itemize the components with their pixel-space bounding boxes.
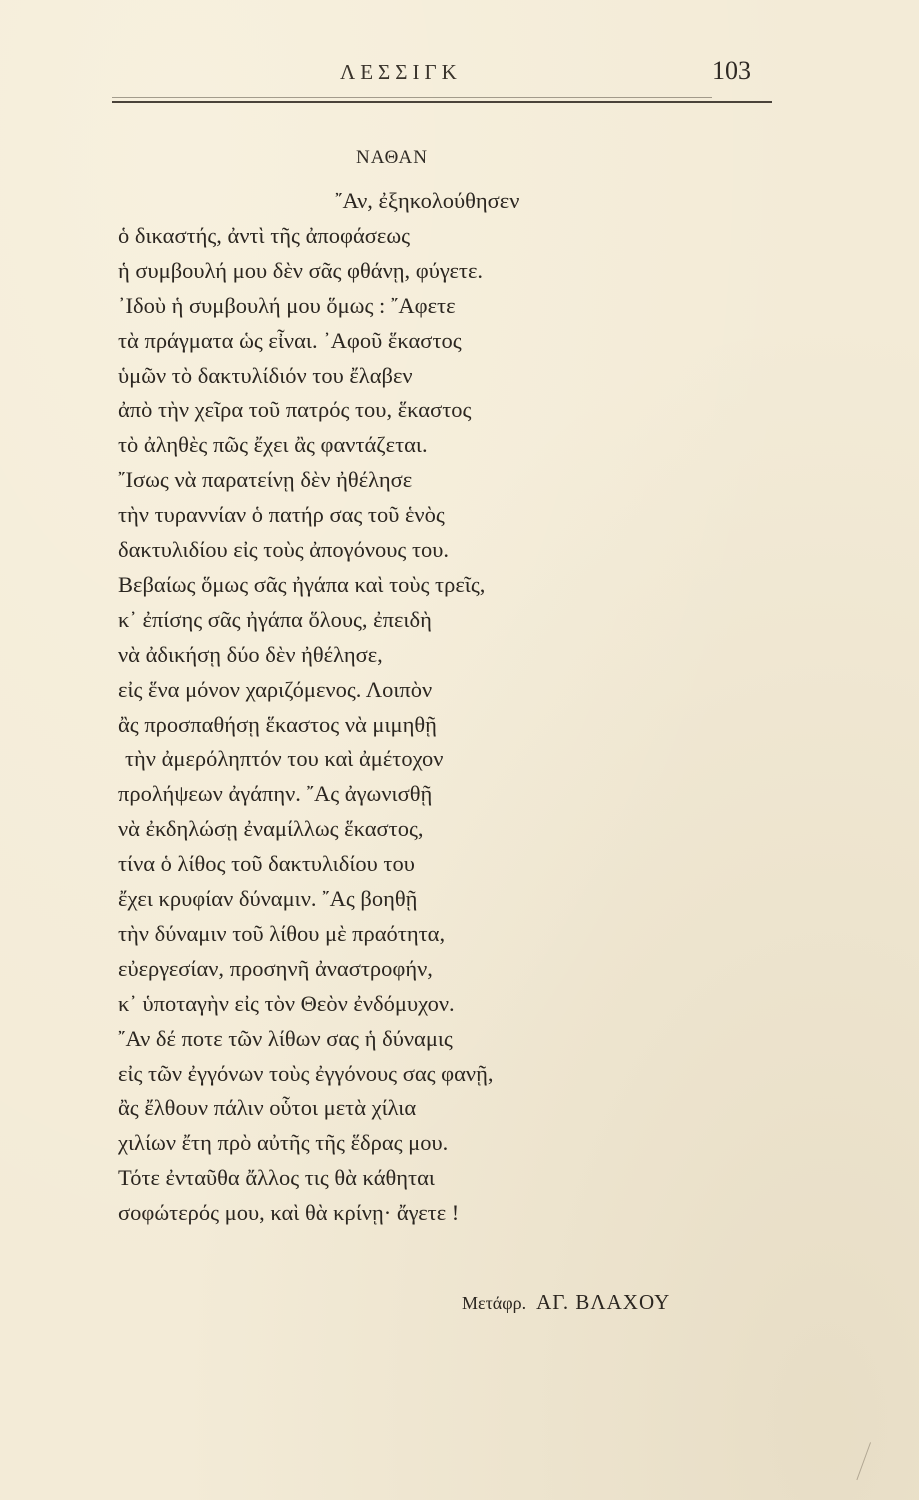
- verse-line: τὸ ἀληθὲς πῶς ἔχει ἂς φαντάζεται.: [118, 432, 428, 458]
- credit-prefix: Μετάφρ.: [462, 1293, 527, 1313]
- verse-line: κ᾿ ἐπίσης σᾶς ἠγάπα ὅλους, ἐπειδὴ: [118, 606, 432, 632]
- verse-line: εὐεργεσίαν, προσηνῆ ἀναστροφήν,: [118, 955, 433, 981]
- header-rule: [112, 101, 772, 103]
- verse-line: ἀπὸ τὴν χεῖρα τοῦ πατρός του, ἕκαστος: [118, 397, 472, 423]
- verse-line: ἂς προσπαθήσῃ ἕκαστος νὰ μιμηθῇ: [118, 711, 437, 737]
- verse-line: προλήψεων ἀγάπην. ῎Ας ἀγωνισθῇ: [118, 781, 433, 807]
- verse-line: ὁ δικαστής, ἀντὶ τῆς ἀποφάσεως: [118, 222, 411, 248]
- verse-line: σοφώτερός μου, καὶ θὰ κρίνῃ· ἄγετε !: [118, 1200, 460, 1226]
- verse-line: ὑμῶν τὸ δακτυλίδιόν του ἔλαβεν: [118, 362, 413, 388]
- header-rule-thin: [112, 97, 712, 98]
- translator-credit: [462, 1290, 670, 1315]
- verse-line: ῎Ισως νὰ παρατείνῃ δὲν ἠθέλησε: [118, 467, 413, 493]
- verse-line: ῎Αν, ἐξηκολούθησεν: [335, 188, 520, 213]
- verse-line: ᾿Ιδοὺ ἡ συμβουλή μου ὅμως : ῎Αφετε: [118, 292, 456, 318]
- verse-line: χιλίων ἔτη πρὸ αὐτῆς τῆς ἕδρας μου.: [118, 1130, 449, 1156]
- verse-line: εἰς τῶν ἐγγόνων τοὺς ἐγγόνους σας φανῇ,: [118, 1060, 494, 1086]
- verse-line: κ᾿ ὑποταγὴν εἰς τὸν Θεὸν ἐνδόμυχον.: [118, 990, 455, 1016]
- page-number: 103: [712, 56, 751, 85]
- verse-line: τίνα ὁ λίθος τοῦ δακτυλιδίου του: [118, 851, 415, 877]
- verse-line: δακτυλιδίου εἰς τοὺς ἀπογόνους του.: [118, 537, 450, 562]
- credit-translator: ΑΓ. ΒΛΑΧΟΥ: [536, 1290, 671, 1314]
- verse-line: ἂς ἔλθουν πάλιν οὗτοι μετὰ χίλια: [118, 1095, 417, 1121]
- verse-line: τὴν τυραννίαν ὁ πατήρ σας τοῦ ἑνὸς: [118, 502, 445, 528]
- verse-line: τὰ πράγματα ὡς εἶναι. ᾿Αφοῦ ἕκαστος: [118, 327, 462, 353]
- running-head: ΛΕΣΣΙΓΚ: [340, 60, 462, 84]
- verse-line: ῎Αν δέ ποτε τῶν λίθων σας ἡ δύναμις: [118, 1025, 453, 1051]
- verse-line: ἡ συμβουλή μου δὲν σᾶς φθάνῃ, φύγετε.: [118, 257, 484, 283]
- margin-pencil-mark: [856, 1442, 908, 1494]
- verse-line: Τότε ἐνταῦθα ἄλλος τις θὰ κάθηται: [118, 1165, 435, 1191]
- speaker-name: ΝΑΘΑΝ: [356, 147, 428, 168]
- verse-line: ἔχει κρυφίαν δύναμιν. ῎Ας βοηθῇ: [118, 886, 418, 911]
- verse-line: τὴν ἀμερόληπτόν του καὶ ἀμέτοχον: [125, 746, 444, 772]
- verse-line: εἰς ἕνα μόνον χαριζόμενος. Λοιπὸν: [118, 676, 433, 702]
- verse-line: νὰ ἀδικήσῃ δύο δὲν ἠθέλησε,: [118, 641, 383, 667]
- verse-line: Βεβαίως ὅμως σᾶς ἠγάπα καὶ τοὺς τρεῖς,: [118, 571, 486, 597]
- verse-line: τὴν δύναμιν τοῦ λίθου μὲ πραότητα,: [118, 920, 446, 946]
- verse-line: νὰ ἐκδηλώσῃ ἐναμίλλως ἕκαστος,: [118, 816, 424, 842]
